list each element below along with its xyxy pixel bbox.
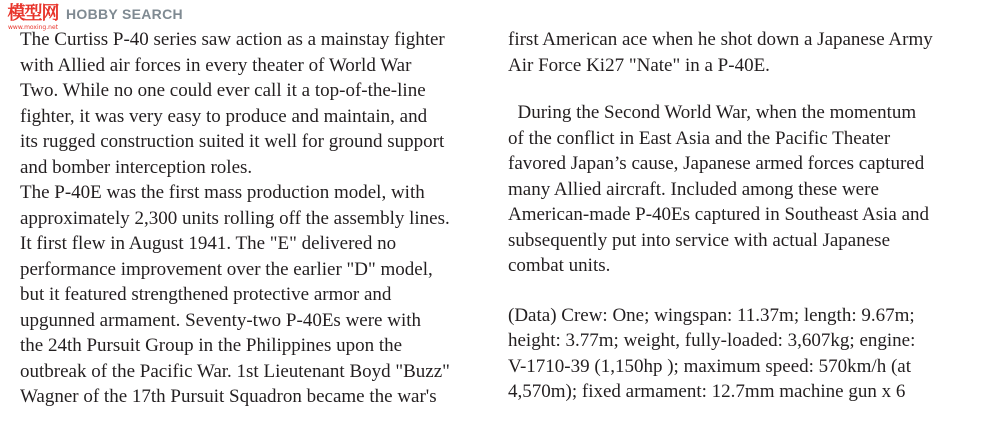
text-line: During the Second World War, when the momentum — [508, 102, 917, 123]
text-line: upgunned armament. Seventy-two P-40Es were with — [20, 309, 422, 331]
right-paragraph-1 — [508, 27, 973, 78]
text-line: height: 3.77m; weight, fully-loaded: 3,607kg; engine: — [508, 330, 916, 351]
text-line: and bomber interception roles. — [20, 156, 253, 178]
text-line: favored Japan’s cause, Japanese armed forces captured — [508, 153, 925, 174]
text-line: performance improvement over the earlier "D" model, — [20, 258, 433, 280]
text-line: but it featured strengthened protective armor and — [20, 284, 392, 305]
text-line: its rugged construction suited it well for ground support — [20, 131, 445, 152]
text-line: the 24th Pursuit Group in the Philippines upon the — [20, 335, 403, 356]
text-line: fighter, it was very easy to produce and maintain, and — [20, 105, 428, 127]
text-line: V-1710-39 (1,150hp ); maximum speed: 570km/h (at — [508, 355, 911, 377]
watermark-logo-chars: 模型网 — [7, 3, 59, 24]
text-line: Air Force Ki27 "Nate" in a P-40E. — [508, 54, 770, 76]
paragraph-gap — [508, 279, 973, 303]
text-line: combat units. — [508, 255, 611, 276]
text-line: (Data) Crew: One; wingspan: 11.37m; length: 9.67m; — [508, 304, 915, 326]
right-paragraph-data — [508, 303, 973, 405]
text-line: outbreak of the Pacific War. 1st Lieutenant Boyd "Buzz" — [20, 360, 450, 382]
text-line: subsequently put into service with actual Japanese — [508, 229, 891, 251]
text-line: American-made P-40Es captured in Southeast Asia and — [508, 204, 930, 225]
left-column — [20, 27, 486, 410]
watermark-search-text: HOBBY SEARCH — [66, 6, 183, 22]
right-paragraph-2 — [508, 100, 973, 279]
text-line: It first flew in August 1941. The "E" delivered no — [20, 233, 397, 254]
watermark-logo-url: www.moxing.net — [8, 24, 58, 31]
text-line: of the conflict in East Asia and the Pacific Theater — [508, 127, 891, 149]
text-line: many Allied aircraft. Included among these were — [508, 178, 879, 200]
text-line: approximately 2,300 units rolling off the assembly lines. — [20, 207, 450, 229]
text-line: The Curtiss P-40 series saw action as a mainstay fighter — [20, 29, 445, 50]
text-line: Two. While no one could ever call it a top-of-the-line — [20, 80, 426, 101]
right-column — [508, 27, 973, 405]
text-line: first American ace when he shot down a Japanese Army — [508, 29, 933, 50]
text-line: 4,570m); fixed armament: 12.7mm machine gun x 6 — [508, 381, 906, 402]
left-paragraph — [20, 27, 486, 410]
text-line: with Allied air forces in every theater of World War — [20, 54, 412, 76]
paragraph-gap — [508, 78, 973, 100]
text-line: The P-40E was the first mass production model, with — [20, 182, 425, 203]
text-line: Wagner of the 17th Pursuit Squadron became the war's — [20, 386, 437, 407]
